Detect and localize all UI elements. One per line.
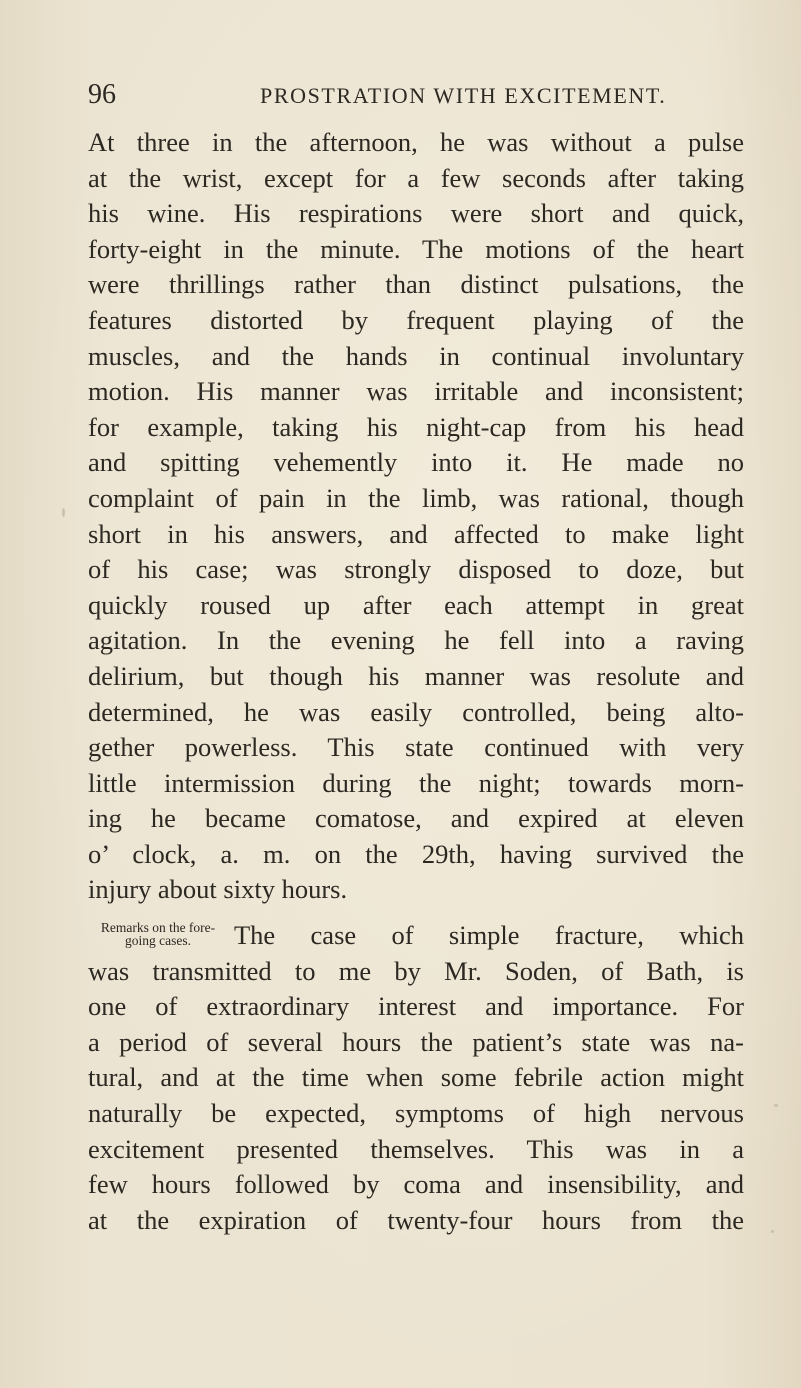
page-number: 96 (88, 79, 116, 110)
text-line: tural, and at the time when some febrile action might (88, 1062, 744, 1093)
text-line: few hours followed by coma and insensibility, and (88, 1169, 744, 1200)
text-line: o’ clock, a. m. on the 29th, having survived the (88, 838, 744, 869)
text-line: ing he became comatose, and expired at eleven (88, 803, 744, 834)
text-line: was transmitted to me by Mr. Soden, of Bath, is (88, 955, 744, 986)
text-line: little intermission during the night; towards morn- (88, 767, 744, 798)
text-line: agitation. In the evening he fell into a raving (88, 625, 744, 656)
ink-blot (771, 1230, 774, 1233)
text-line: muscles, and the hands in continual involuntary (88, 340, 744, 371)
text-line: for example, taking his night-cap from his head (88, 411, 744, 442)
text-line: motion. His manner was irritable and inconsistent; (88, 376, 744, 407)
text-line: excitement presented themselves. This was in a (88, 1133, 744, 1164)
text-line: naturally be expected, symptoms of high nervous (88, 1098, 744, 1129)
paragraph-2 (88, 918, 744, 1238)
marginal-note-line: Remarks on the fore- (100, 920, 216, 936)
running-head: PROSTRATION WITH EXCITEMENT. (260, 83, 667, 108)
text-line: short in his answers, and affected to make light (88, 518, 744, 549)
text-line: complaint of pain in the limb, was rational, though (88, 482, 744, 513)
text-line: at the wrist, except for a few seconds after taking (88, 162, 744, 193)
text-line: quickly roused up after each attempt in great (88, 589, 744, 620)
text-line: The case of simple fracture, which (234, 920, 744, 951)
marginal-row (88, 918, 744, 954)
text-line: one of extraordinary interest and importance. For (88, 991, 744, 1022)
text-line: At three in the afternoon, he was without a pulse (88, 127, 744, 157)
text-line: were thrillings rather than distinct pulsations, the (88, 269, 744, 300)
text-line: injury about sixty hours. (88, 874, 348, 905)
text-line: of his case; was strongly disposed to doze, but (88, 554, 744, 585)
body-text (88, 125, 744, 1238)
text-line: and spitting vehemently into it. He made no (88, 447, 744, 478)
page-header (88, 80, 748, 110)
text-line: features distorted by frequent playing of the (88, 304, 744, 335)
text-line: at the expiration of twenty-four hours from the (88, 1204, 744, 1235)
paragraph-1 (88, 125, 744, 908)
text-line: gether powerless. This state continued with very (88, 732, 744, 763)
text-line: forty-eight in the minute. The motions of the heart (88, 233, 744, 264)
ink-blot (62, 508, 65, 517)
text-line: delirium, but though his manner was resolute and (88, 660, 744, 691)
text-line: determined, he was easily controlled, being alto- (88, 696, 744, 727)
marginal-note (88, 921, 228, 947)
text-line: his wine. His respirations were short and quick, (88, 198, 744, 229)
ink-blot (774, 1104, 778, 1107)
marginal-note-line: going cases. (125, 933, 191, 949)
text-line: a period of several hours the patient’s state was na- (88, 1026, 744, 1057)
